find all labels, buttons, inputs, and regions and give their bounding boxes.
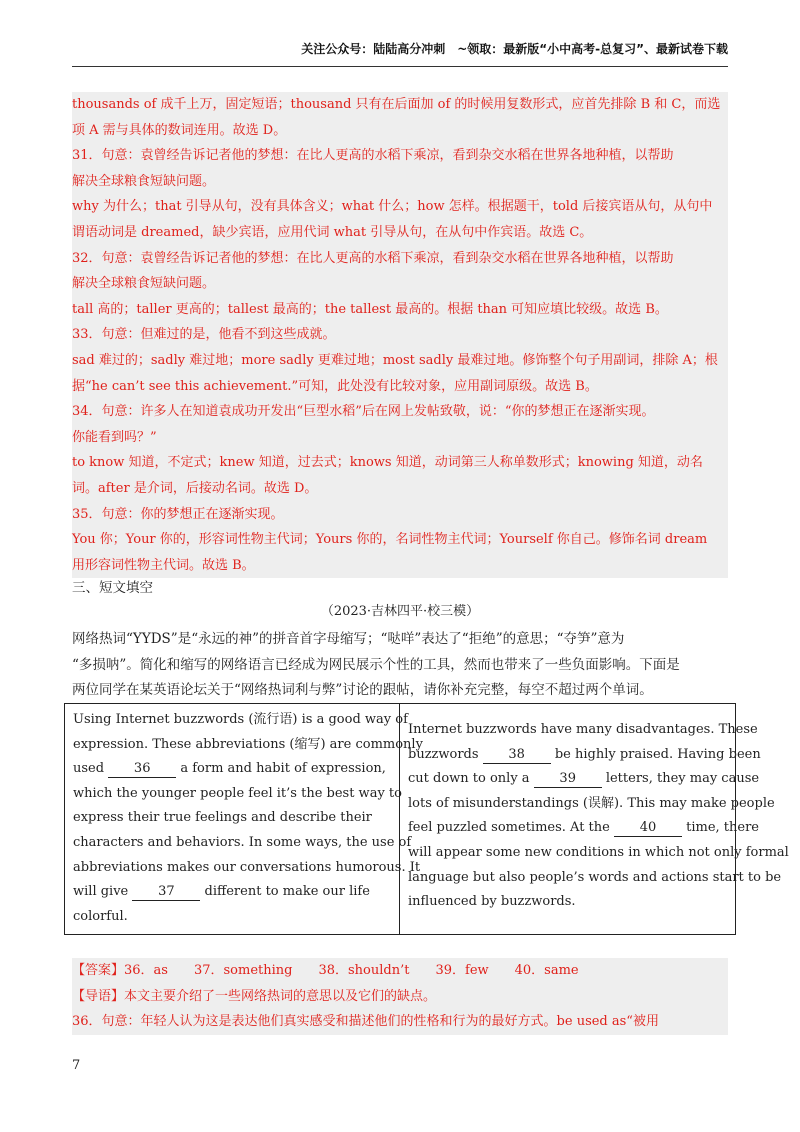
explanation-line: You 你；Your 你的，形容词性物主代词；Yours 你的，名词性物主代词；Yourself 你自己。修饰名词 dream (72, 532, 708, 548)
intro-line: 两位同学在某英语论坛关于“网络热词利与弊”讨论的跟帖，请你补充完整，每空不超过两个单词。 (72, 682, 653, 699)
passage-line: lots of misunderstandings (误解). This may make people (408, 795, 775, 811)
section-intro (72, 627, 728, 704)
passage-line: express their true feelings and describe their (73, 810, 372, 826)
explanation-line: 你能看到吗？” (72, 429, 157, 445)
passage-line: Internet buzzwords have many disadvantages. These (408, 722, 758, 737)
passage-line: influenced by buzzwords. (408, 894, 576, 910)
page-header: 关注公众号：陆陆高分冲刺 ~领取：最新版“小中高考-总复习”、最新试卷下载 (301, 42, 728, 56)
explanation-line: why 为什么；that 引导从句，没有具体含义；what 什么；how 怎样。根据题干，told 后接宾语从句，从句中 (72, 199, 713, 215)
passage-line: will give 37 different to make our life (73, 884, 370, 900)
answer-line: 36．句意：年轻人认为这是表达他们真实感受和描述他们的性格和行为的最好方式。be used as“被用 (72, 1014, 659, 1030)
passage-line: which the younger people feel it’s the best way to (73, 785, 402, 801)
explanation-line: 词。after 是介词，后接动名词。故选 D。 (72, 480, 318, 496)
explanation-line: thousands of 成千上万，固定短语；thousand 只有在后面加 of 的时候用复数形式，应首先排除 B 和 C，而选 (72, 97, 721, 112)
passage-line: abbreviations makes our conversations humorous. It (73, 859, 421, 875)
explanation-line: 34．句意：许多人在知道袁成功开发出“巨型水稻”后在网上发帖致敬，说：“你的梦想正在逐渐实现。 (72, 404, 655, 420)
answer-line: 【答案】36．as 37．something 38．shouldn’t 39．few 40．same (72, 963, 579, 978)
passage-line: buzzwords 38 be highly praised. Having been (408, 746, 761, 762)
passage-line: feel puzzled sometimes. At the 40 time, there (408, 820, 759, 836)
section-title: 三、短文填空 (72, 580, 153, 596)
explanation-line: 用形容词性物主代词。故选 B。 (72, 557, 255, 573)
explanation-line: to know 知道，不定式；knew 知道，过去式；knows 知道，动词第三人称单数形式；knowing 知道，动名 (72, 455, 703, 471)
pros-post (65, 704, 423, 934)
intro-line: “多损呐”。简化和缩写的网络语言已经成为网民展示个性的工具，然而也带来了一些负面影响。下面是 (72, 656, 680, 673)
blank-37[interactable]: 37 (132, 883, 200, 901)
blank-40[interactable]: 40 (614, 819, 682, 837)
blank-39[interactable]: 39 (534, 770, 602, 788)
passage-line: characters and behaviors. In some ways, the use of (73, 834, 412, 850)
page-number: 7 (72, 1058, 81, 1073)
explanation-line: 项 A 需与具体的数词连用。故选 D。 (72, 122, 287, 138)
explanation-line: 解决全球粮食短缺问题。 (72, 173, 216, 189)
explanation-line: 谓语动词是 dreamed，缺少宾语，应用代词 what 引导从句，在从句中作宾语。故选 C。 (72, 224, 593, 240)
header-divider (72, 66, 728, 67)
passage-line: cut down to only a 39 letters, they may cause (408, 771, 760, 787)
passage-line: used 36 a form and habit of expression, (73, 761, 386, 777)
passage-line: expression. These abbreviations (缩写) are commonly (73, 736, 423, 752)
passage-line: language but also people’s words and actions start to be (408, 869, 782, 885)
forum-post-table (64, 703, 789, 935)
explanation-line: 32．句意：袁曾经告诉记者他的梦想：在比人更高的水稻下乘凉，看到杂交水稻在世界各地种植，以帮助 (72, 250, 674, 266)
cons-post (400, 704, 789, 934)
passage-line: will appear some new conditions in which not only formal (408, 844, 789, 860)
passage-line: Using Internet buzzwords (流行语) is a good way of (73, 712, 408, 727)
answer-line: 【导语】本文主要介绍了一些网络热词的意思以及它们的缺点。 (72, 988, 437, 1004)
intro-line: 网络热词“YYDS”是“永远的神”的拼音首字母缩写；“哒咩”表达了“拒绝”的意思；“夺笋”意为 (72, 631, 625, 647)
explanation-line: sad 难过的；sadly 难过地；more sadly 更难过地；most sadly 最难过地。修饰整个句子用副词，排除 A；根 (72, 352, 718, 368)
question-source: （2023·吉林四平·校三模） (320, 604, 480, 619)
explanation-line: 31．句意：袁曾经告诉记者他的梦想：在比人更高的水稻下乘凉，看到杂交水稻在世界各地种植，以帮助 (72, 148, 674, 164)
explanation-line: 解决全球粮食短缺问题。 (72, 276, 216, 292)
explanation-line: tall 高的；taller 更高的；tallest 最高的；the tallest 最高的。根据 than 可知应填比较级。故选 B。 (72, 301, 668, 317)
blank-36[interactable]: 36 (108, 760, 176, 778)
answer-block (72, 958, 728, 1035)
explanation-line: 据“he can’t see this achievement.”可知，此处没有比较对象，应用副词原级。故选 B。 (72, 378, 598, 394)
explanation-block (72, 92, 728, 578)
explanation-line: 33．句意：但难过的是，他看不到这些成就。 (72, 327, 336, 343)
passage-line: colorful. (73, 908, 128, 924)
explanation-line: 35．句意：你的梦想正在逐渐实现。 (72, 506, 284, 522)
blank-38[interactable]: 38 (483, 746, 551, 764)
